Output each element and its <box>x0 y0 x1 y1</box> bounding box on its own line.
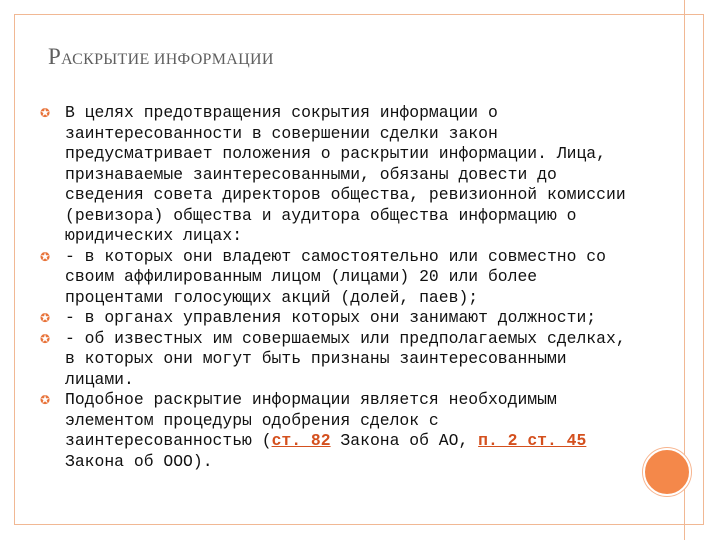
list-item <box>40 103 630 247</box>
bullet-text-middle: Закона об АО, <box>330 431 479 450</box>
bullet-text: - в органах управления которых они занимают должности; <box>65 308 597 327</box>
slide-title-rest: АСКРЫТИЕ ИНФОРМАЦИИ <box>61 51 274 68</box>
slide-title-first-letter: Р <box>48 44 62 69</box>
bullet-icon: ✪ <box>40 249 51 264</box>
list-item <box>40 308 630 329</box>
bullet-text-before: Подобное раскрытие информации является необходимым элементом процедуры одобрения сделок с заинтересованностью ( <box>65 390 557 450</box>
list-item <box>40 390 630 472</box>
link-article-45[interactable]: п. 2 ст. 45 <box>478 431 587 450</box>
link-article-82[interactable]: ст. 82 <box>271 431 331 450</box>
bullet-text: В целях предотвращения сокрытия информации о заинтересованности в совершении сделки закон предусматривает положения о раскрытии информации. Лица, признаваемые заинтересованными, обязаны довести до сведения совета директоров общества, ревизионной комиссии (ревизора) общества и аудитора общества информацию о юридических лицах: <box>65 103 626 245</box>
bullet-icon: ✪ <box>40 331 51 346</box>
bullet-icon: ✪ <box>40 393 51 407</box>
slide-title <box>48 44 274 70</box>
bullet-text-after: Закона об ООО). <box>65 451 213 471</box>
bullet-list <box>40 103 630 472</box>
list-item <box>40 329 630 391</box>
bullet-text: - об известных им совершаемых или предполагаемых сделках, в которых они могут быть признаны заинтересованными лицами. <box>65 328 626 389</box>
bullet-icon: ✪ <box>40 106 51 120</box>
bullet-text: - в которых они владеют самостоятельно или совместно со своим аффилированным лицом (лицами) 20 или более процентами голосующих акций (долей, паев); <box>65 246 606 307</box>
decorative-circle <box>643 448 691 496</box>
bullet-icon: ✪ <box>40 311 51 325</box>
list-item <box>40 247 630 309</box>
